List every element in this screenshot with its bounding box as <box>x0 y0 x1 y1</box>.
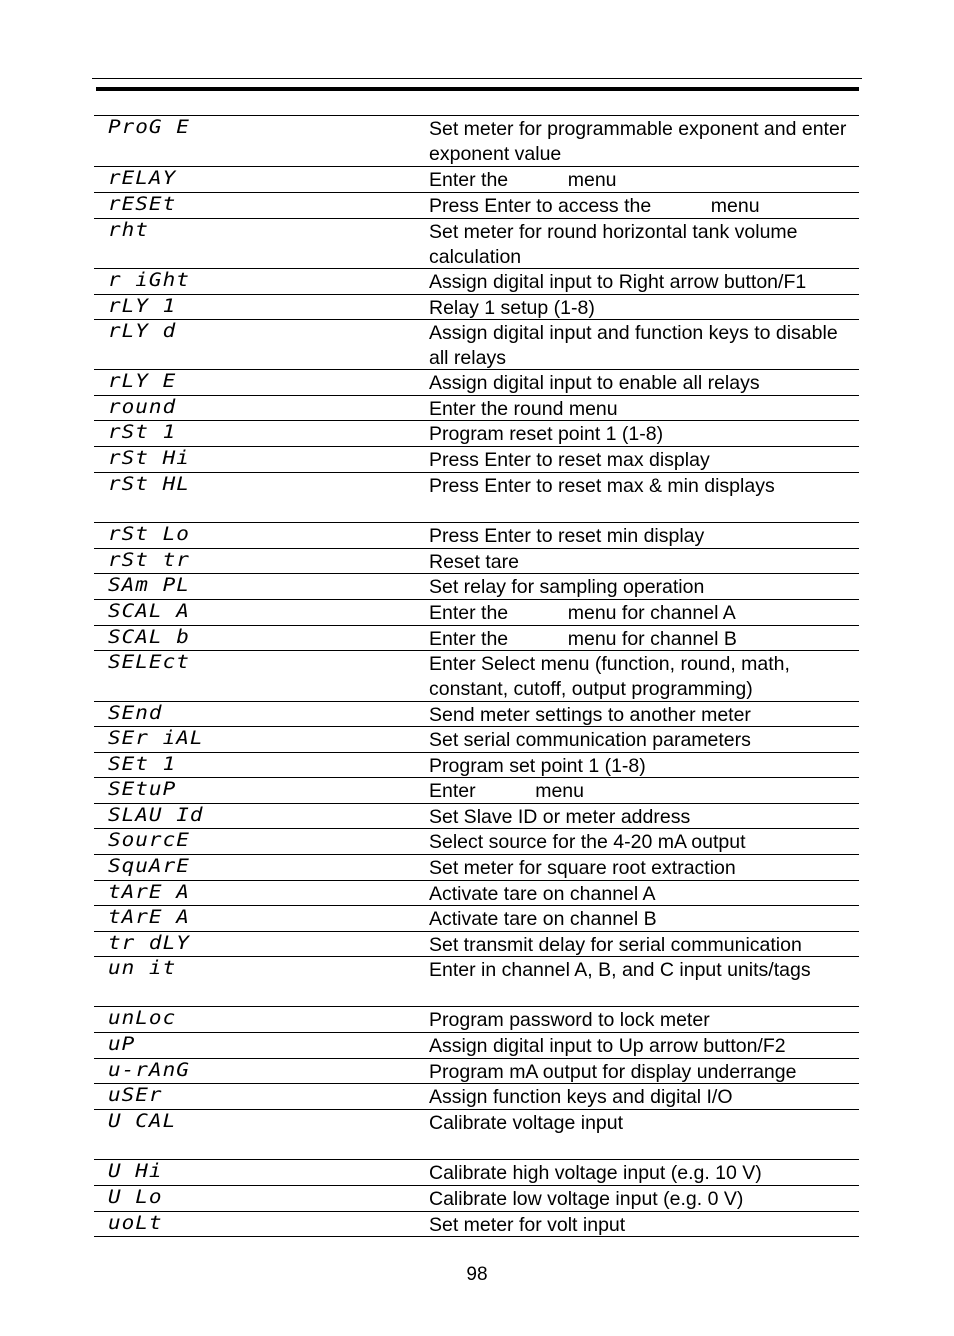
table-row <box>94 702 859 727</box>
display-code: SEnd <box>108 702 163 724</box>
display-code: SourcE <box>108 829 190 851</box>
code-description: Calibrate low voltage input (e.g. 0 V) <box>429 1188 744 1210</box>
display-code: SELEct <box>108 651 190 673</box>
display-code: SEtuP <box>108 778 177 800</box>
display-code: uP <box>108 1033 136 1055</box>
table-row <box>94 778 859 804</box>
table-row <box>94 881 859 906</box>
table-row <box>94 1212 859 1237</box>
code-description: Assign digital input to Up arrow button/F2 <box>429 1035 786 1057</box>
display-code: rLY E <box>108 370 177 392</box>
code-description: Program mA output for display underrange <box>429 1061 797 1083</box>
display-code: rSt tr <box>108 549 190 571</box>
display-code: tArE A <box>108 881 190 903</box>
code-description: Enter menu <box>429 780 584 802</box>
code-description: Set serial communication parameters <box>429 729 751 751</box>
display-code: u-rAnG <box>108 1059 190 1081</box>
table-row <box>94 421 859 447</box>
code-description: Enter the menu <box>429 169 617 191</box>
display-code: U Hi <box>108 1160 163 1182</box>
display-code: rSt 1 <box>108 421 177 443</box>
display-code: rSt Lo <box>108 523 190 545</box>
display-code: rSt Hi <box>108 447 190 469</box>
table-row <box>94 116 859 167</box>
table-row <box>94 753 859 778</box>
code-description: Assign function keys and digital I/O <box>429 1086 733 1108</box>
display-code: tr dLY <box>108 932 190 954</box>
display-code: unLoc <box>108 1007 177 1029</box>
code-description: Enter the menu for channel B <box>429 628 737 650</box>
table-row <box>94 193 859 219</box>
code-description: Set meter for round horizontal tank volume calculation <box>429 221 803 268</box>
code-description: Calibrate voltage input <box>429 1112 624 1134</box>
display-code: SquArE <box>108 855 190 877</box>
table-row <box>94 473 859 523</box>
code-description: Relay 1 setup (1-8) <box>429 297 595 319</box>
table-row <box>94 523 859 549</box>
display-code: U CAL <box>108 1110 177 1132</box>
table-row <box>94 320 859 370</box>
table-row <box>94 727 859 753</box>
code-description: Set relay for sampling operation <box>429 576 705 598</box>
table-row <box>94 626 859 651</box>
table-row <box>94 1084 859 1110</box>
display-code: r iGht <box>108 269 190 291</box>
display-code: uSEr <box>108 1084 163 1106</box>
display-code: rht <box>108 219 149 241</box>
display-code: SCAL A <box>108 600 190 622</box>
display-code: rSt HL <box>108 473 190 495</box>
display-code: ProG E <box>108 116 190 138</box>
header-rule-thin <box>92 78 862 79</box>
table-row <box>94 219 859 269</box>
code-description: Set Slave ID or meter address <box>429 806 691 828</box>
table-row <box>94 600 859 626</box>
code-description: Set meter for volt input <box>429 1214 626 1236</box>
display-code: round <box>108 396 177 418</box>
code-description: Enter the menu for channel A <box>429 602 736 624</box>
code-description: Enter Select menu (function, round, math, constant, cutoff, output programming) <box>429 653 796 700</box>
code-description: Set meter for square root extraction <box>429 857 736 879</box>
code-description: Assign digital input and function keys to disable all relays <box>429 322 844 369</box>
display-code: SAm PL <box>108 574 190 596</box>
display-code: un it <box>108 957 177 979</box>
table-row <box>94 447 859 473</box>
display-code: uoLt <box>108 1212 163 1234</box>
page-number: 98 <box>466 1264 488 1285</box>
code-description: Activate tare on channel A <box>429 883 656 905</box>
code-description: Press Enter to access the menu <box>429 195 760 217</box>
display-code: rLY 1 <box>108 295 177 317</box>
code-description: Select source for the 4-20 mA output <box>429 831 746 853</box>
display-code: rESEt <box>108 193 177 215</box>
table-row <box>94 1007 859 1033</box>
table-row <box>94 651 859 702</box>
table-row <box>94 549 859 574</box>
header-rule-thick <box>96 87 859 91</box>
code-description: Calibrate high voltage input (e.g. 10 V) <box>429 1162 762 1184</box>
display-code: SEr iAL <box>108 727 204 749</box>
table-row <box>94 1186 859 1212</box>
code-description: Press Enter to reset max & min displays <box>429 475 775 497</box>
code-description: Enter the round menu <box>429 398 618 420</box>
table-row <box>94 932 859 957</box>
code-description: Enter in channel A, B, and C input units/tags <box>429 959 811 981</box>
menu-table <box>94 115 859 1237</box>
table-row <box>94 370 859 396</box>
table-row <box>94 957 859 1007</box>
table-row <box>94 1160 859 1186</box>
table-row <box>94 396 859 421</box>
display-code: SCAL b <box>108 626 190 648</box>
code-description: Set meter for programmable exponent and enter exponent value <box>429 118 852 165</box>
table-row <box>94 855 859 881</box>
code-description: Reset tare <box>429 551 519 573</box>
display-code: tArE A <box>108 906 190 928</box>
table-row <box>94 804 859 829</box>
table-row <box>94 1033 859 1059</box>
code-description: Press Enter to reset max display <box>429 449 710 471</box>
table-row <box>94 269 859 295</box>
code-description: Program password to lock meter <box>429 1009 710 1031</box>
code-description: Press Enter to reset min display <box>429 525 705 547</box>
code-description: Program set point 1 (1-8) <box>429 755 646 777</box>
table-row <box>94 1059 859 1084</box>
display-code: rELAY <box>108 167 177 189</box>
table-row <box>94 906 859 932</box>
table-row <box>94 829 859 855</box>
code-description: Set transmit delay for serial communication <box>429 934 802 956</box>
code-description: Activate tare on channel B <box>429 908 657 930</box>
display-code: rLY d <box>108 320 177 342</box>
table-row <box>94 167 859 193</box>
display-code: SEt 1 <box>108 753 177 775</box>
code-description: Assign digital input to Right arrow button/F1 <box>429 271 807 293</box>
code-description: Send meter settings to another meter <box>429 704 751 726</box>
display-code: U Lo <box>108 1186 163 1208</box>
display-code: SLAU Id <box>108 804 204 826</box>
table-row <box>94 1110 859 1160</box>
table-row <box>94 295 859 320</box>
code-description: Program reset point 1 (1-8) <box>429 423 664 445</box>
table-row <box>94 574 859 600</box>
code-description: Assign digital input to enable all relays <box>429 372 760 394</box>
